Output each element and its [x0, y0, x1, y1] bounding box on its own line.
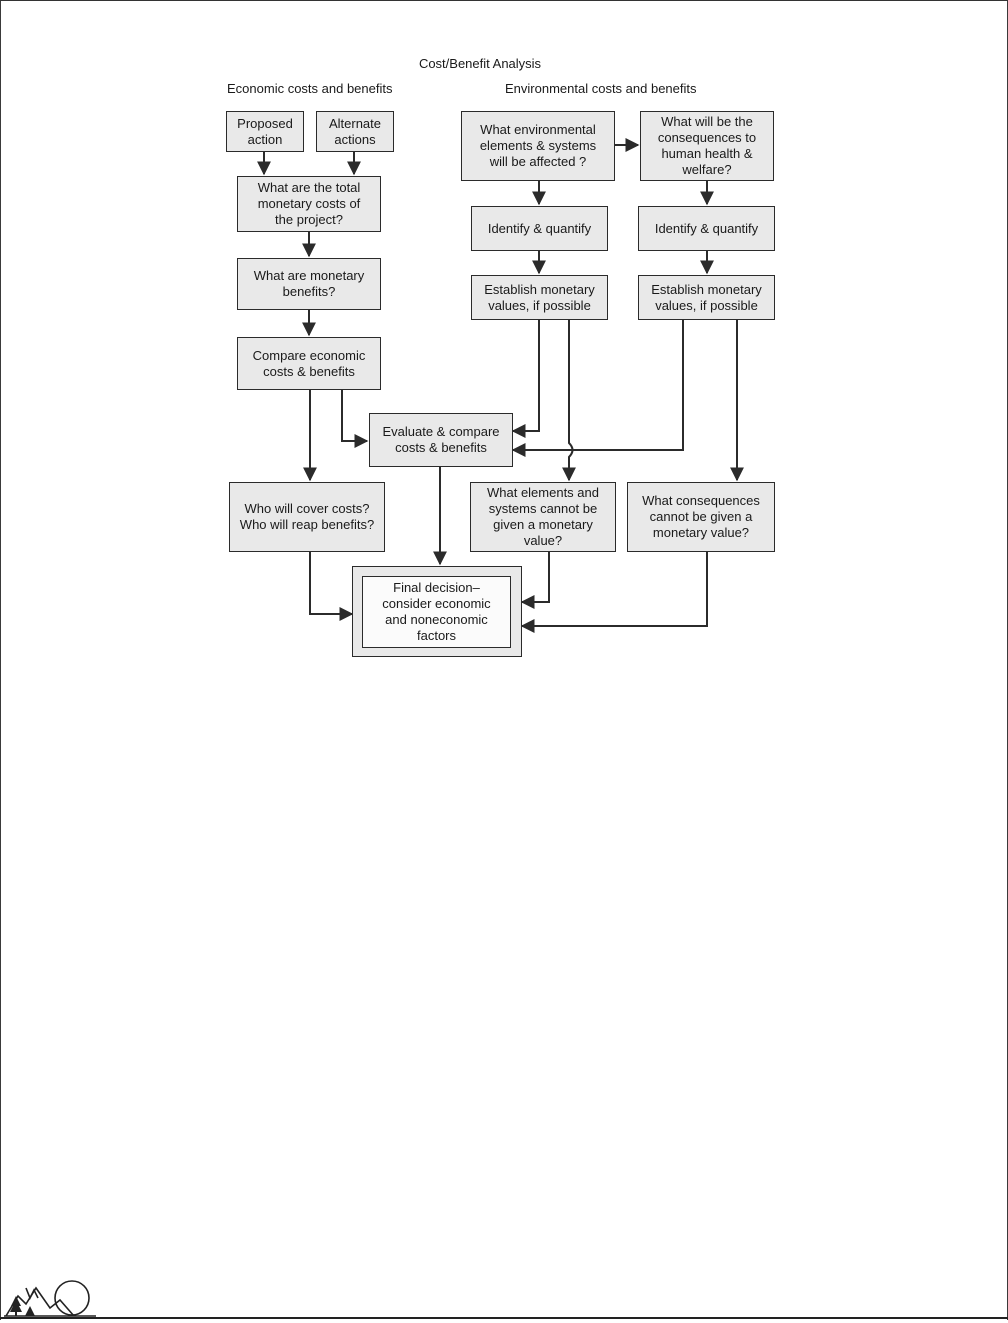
top-rule: [0, 0, 1008, 1]
economic-column-heading: Economic costs and benefits: [227, 81, 393, 96]
identify-quantify-box-1: Identify & quantify: [471, 206, 608, 251]
consequences-health-box: What will be the consequences to human health & welfare?: [640, 111, 774, 181]
who-covers-costs-box: Who will cover costs? Who will reap benefits?: [229, 482, 385, 552]
environmental-elements-box: What environmental elements & systems will be affected ?: [461, 111, 615, 181]
alternate-actions-box: Alternate actions: [316, 111, 394, 152]
identify-quantify-box-2: Identify & quantify: [638, 206, 775, 251]
monetary-benefits-box: What are monetary benefits?: [237, 258, 381, 310]
environmental-column-heading: Environmental costs and benefits: [505, 81, 697, 96]
total-costs-box: What are the total monetary costs of the project?: [237, 176, 381, 232]
evaluate-compare-box: Evaluate & compare costs & benefits: [369, 413, 513, 467]
compare-economic-box: Compare economic costs & benefits: [237, 337, 381, 390]
elements-no-value-box: What elements and systems cannot be given a monetary value?: [470, 482, 616, 552]
proposed-action-box: Proposed action: [226, 111, 304, 152]
diagram-title: Cost/Benefit Analysis: [418, 56, 542, 71]
mountain-tree-sun-logo-icon: [4, 1276, 96, 1318]
establish-values-box-1: Establish monetary values, if possible: [471, 275, 608, 320]
final-decision-box: Final decision– consider economic and noneconomic factors: [362, 576, 511, 648]
establish-values-box-2: Establish monetary values, if possible: [638, 275, 775, 320]
consequences-no-value-box: What consequences cannot be given a monetary value?: [627, 482, 775, 552]
bottom-rule: [0, 1317, 1008, 1319]
